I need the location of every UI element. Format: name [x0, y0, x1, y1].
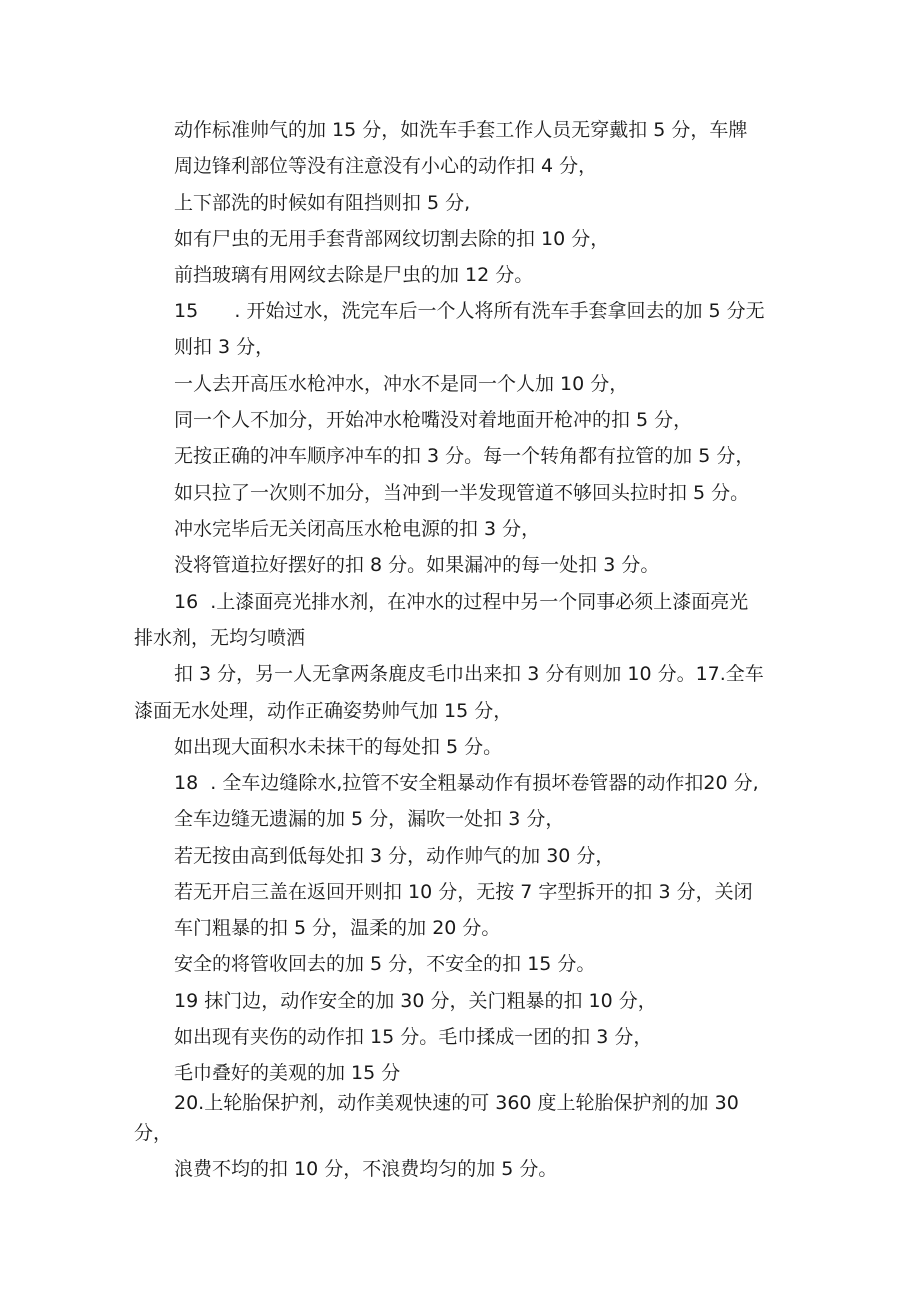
- text-line: 19 抹门边，动作安全的加 30 分，关门粗暴的扣 10 分，: [174, 990, 657, 1012]
- text-line: 前挡玻璃有用网纹去除是尸虫的加 12 分。: [174, 264, 534, 286]
- text-line: 毛巾叠好的美观的加 15 分: [174, 1062, 401, 1084]
- text-line: 分，: [134, 1122, 173, 1144]
- text-line: 15 . 开始过水，洗完车后一个人将所有洗车手套拿回去的加 5 分无: [174, 300, 765, 322]
- text-line: 无按正确的冲车顺序冲车的扣 3 分。每一个转角都有拉管的加 5 分，: [174, 445, 755, 467]
- text-line: 扣 3 分，另一人无拿两条鹿皮毛巾出来扣 3 分有则加 10 分。17.全车: [174, 663, 764, 685]
- text-line: 一人去开高压水枪冲水，冲水不是同一个人加 10 分，: [174, 373, 629, 395]
- text-line: 车门粗暴的扣 5 分，温柔的加 20 分。: [174, 917, 501, 939]
- text-line: 没将管道拉好摆好的扣 8 分。如果漏冲的每一处扣 3 分。: [174, 554, 660, 576]
- text-line: 动作标准帅气的加 15 分，如洗车手套工作人员无穿戴扣 5 分，车牌: [174, 119, 748, 141]
- text-line: 漆面无水处理，动作正确姿势帅气加 15 分，: [134, 700, 513, 722]
- text-line: 冲水完毕后无关闭高压水枪电源的扣 3 分，: [174, 518, 541, 540]
- text-line: 周边锋利部位等没有注意没有小心的动作扣 4 分，: [174, 155, 598, 177]
- text-line: 则扣 3 分，: [174, 336, 275, 358]
- text-line: 若无按由高到低每处扣 3 分，动作帅气的加 30 分，: [174, 845, 615, 867]
- text-line: 16 .上漆面亮光排水剂，在冲水的过程中另一个同事必须上漆面亮光: [174, 591, 749, 613]
- text-line: 如出现大面积水未抹干的每处扣 5 分。: [174, 736, 503, 758]
- text-line: 如出现有夹伤的动作扣 15 分。毛巾揉成一团的扣 3 分，: [174, 1026, 653, 1048]
- text-line: 浪费不均的扣 10 分，不浪费均匀的加 5 分。: [174, 1158, 558, 1180]
- text-line: 如只拉了一次则不加分，当冲到一半发现管道不够回头拉时扣 5 分。: [174, 482, 750, 504]
- text-line: 排水剂，无均匀喷洒: [134, 627, 306, 649]
- text-line: 如有尸虫的无用手套背部网纹切割去除的扣 10 分，: [174, 228, 610, 250]
- text-line: 20.上轮胎保护剂，动作美观快速的可 360 度上轮胎保护剂的加 30: [174, 1092, 739, 1114]
- text-line: 安全的将管收回去的加 5 分，不安全的扣 15 分。: [174, 953, 596, 975]
- text-line: 若无开启三盖在返回开则扣 10 分，无按 7 字型拆开的扣 3 分，关闭: [174, 881, 753, 903]
- text-line: 全车边缝无遗漏的加 5 分，漏吹一处扣 3 分，: [174, 808, 565, 830]
- text-line: 18 . 全车边缝除水,拉管不安全粗暴动作有损坏卷管器的动作扣20 分,: [174, 772, 759, 794]
- text-line: 同一个人不加分，开始冲水枪嘴没对着地面开枪冲的扣 5 分，: [174, 409, 693, 431]
- text-line: 上下部洗的时候如有阻挡则扣 5 分,: [174, 192, 471, 214]
